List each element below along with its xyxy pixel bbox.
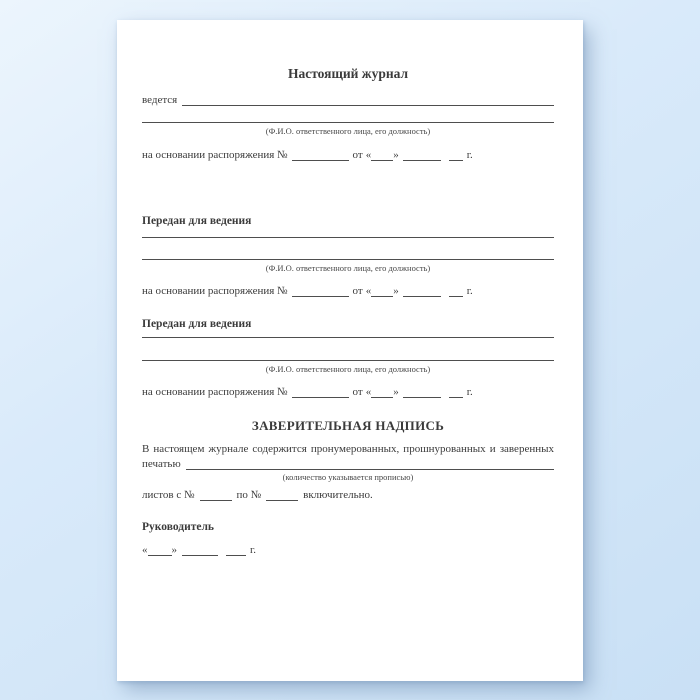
order-month-blank <box>403 295 441 297</box>
quantity-caption: (количество указывается прописью) <box>282 472 414 482</box>
close-quote: » <box>393 386 399 398</box>
order-year-suffix: г. <box>466 386 473 398</box>
sheets-to-label: по № <box>236 489 262 501</box>
head-label: Руководитель <box>142 521 214 533</box>
order-day-blank <box>371 396 393 398</box>
document-content <box>142 66 554 558</box>
date-month-blank <box>182 554 218 556</box>
sheets-to-blank <box>266 499 298 501</box>
order-basis-label: на основании распоряжения № <box>142 285 288 297</box>
fio-caption: (Ф.И.О. ответственного лица, его должность) <box>265 364 431 374</box>
order-basis-label: на основании распоряжения № <box>142 386 288 398</box>
transfer2-blank-line-1 <box>142 337 554 338</box>
order-year-suffix: г. <box>466 285 473 297</box>
date-year-blank <box>226 554 246 556</box>
attestation-heading: ЗАВЕРИТЕЛЬНАЯ НАДПИСЬ <box>251 418 445 433</box>
order-basis-row <box>142 284 554 299</box>
transfer1-blank-line-2 <box>142 259 554 260</box>
order-year-suffix: г. <box>466 149 473 161</box>
order-number-blank <box>292 295 349 297</box>
transfer-heading-1: Передан для ведения <box>142 215 252 227</box>
responsible-person-blank-line <box>142 122 554 123</box>
order-year-blank <box>449 295 463 297</box>
order-basis-row <box>142 385 554 400</box>
transfer-heading-2: Передан для ведения <box>142 318 252 330</box>
order-basis-label: на основании распоряжения № <box>142 149 288 161</box>
quantity-blank-line <box>186 468 554 470</box>
date-year-suffix: г. <box>250 544 257 556</box>
seal-label: печатью <box>142 458 181 470</box>
fio-caption: (Ф.И.О. ответственного лица, его должность) <box>265 126 431 136</box>
order-day-blank <box>371 295 393 297</box>
order-year-blank <box>449 396 463 398</box>
date-day-blank <box>148 554 172 556</box>
order-number-blank <box>292 396 349 398</box>
open-quote: « <box>365 285 372 297</box>
open-quote: « <box>365 149 372 161</box>
order-from-label: от <box>352 149 363 161</box>
close-quote: » <box>393 285 399 297</box>
transfer2-blank-line-2 <box>142 360 554 361</box>
kept-by-blank-line <box>182 104 554 106</box>
attestation-body-line1: В настоящем журнале содержится пронумерованных, прошнурованных и заверенных <box>142 443 554 455</box>
order-day-blank <box>371 159 393 161</box>
order-month-blank <box>403 159 441 161</box>
document-page <box>117 20 583 681</box>
fio-caption: (Ф.И.О. ответственного лица, его должность) <box>265 263 431 273</box>
sheets-suffix: включительно. <box>303 489 373 501</box>
close-quote: » <box>393 149 399 161</box>
date-row <box>142 543 554 558</box>
sheets-from-blank <box>200 499 232 501</box>
order-from-label: от <box>352 386 363 398</box>
order-basis-row <box>142 148 554 163</box>
order-year-blank <box>449 159 463 161</box>
order-month-blank <box>403 396 441 398</box>
order-from-label: от <box>352 285 363 297</box>
sheets-range-row <box>142 488 554 503</box>
sheets-from-label: листов с № <box>142 489 195 501</box>
document-title: Настоящий журнал <box>287 66 409 81</box>
attestation-seal-row <box>142 457 554 472</box>
close-quote: » <box>171 544 177 556</box>
open-quote: « <box>365 386 372 398</box>
open-quote: « <box>142 544 148 556</box>
order-number-blank <box>292 159 349 161</box>
kept-by-row <box>142 93 554 108</box>
kept-by-label: ведется <box>142 94 178 106</box>
transfer1-blank-line-1 <box>142 237 554 238</box>
